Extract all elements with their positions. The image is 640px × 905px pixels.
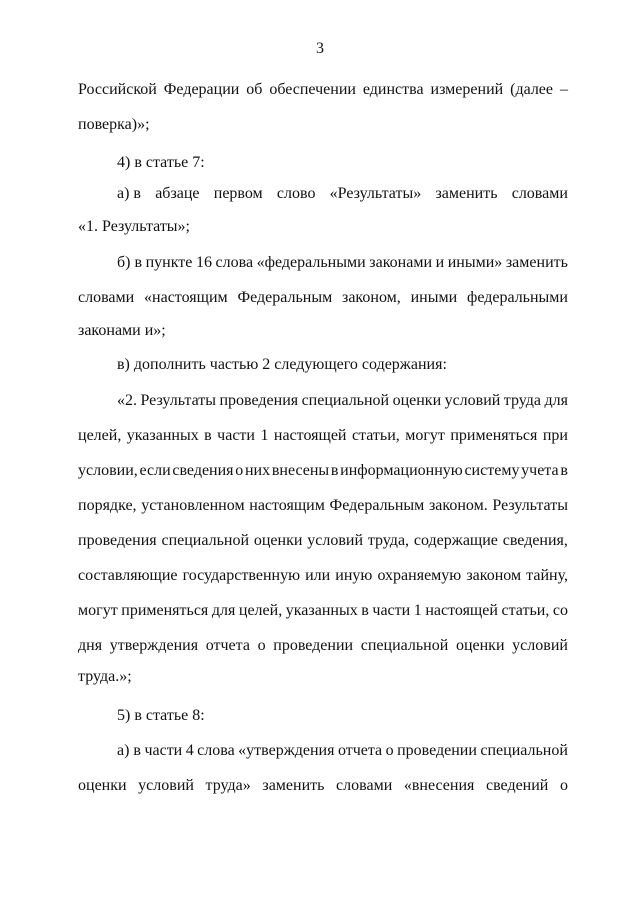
word: для [544, 392, 568, 409]
text-line: в) дополнить частью 2 следующего содержания: [117, 356, 447, 373]
word: проведении [397, 742, 477, 759]
word: оценки [253, 532, 303, 549]
text-line [117, 253, 568, 273]
word: сведения [172, 462, 234, 479]
word: отчета [337, 742, 383, 759]
word: оценки [78, 777, 127, 794]
word: условий [307, 532, 363, 549]
word: охраняемую [377, 567, 462, 584]
word: систему [464, 462, 520, 479]
word: части [372, 602, 411, 619]
word: словами [336, 777, 393, 794]
word: Федеральным [329, 497, 425, 514]
word: настоящим [249, 497, 325, 514]
word: специальной [480, 742, 568, 759]
word: федеральными [466, 289, 568, 306]
word: настоящей [273, 427, 347, 444]
text-line: труда.»; [78, 668, 132, 685]
text-line [78, 531, 568, 551]
word: оценки [455, 637, 505, 654]
word: об [246, 81, 263, 98]
word: Результаты [492, 497, 568, 514]
word: условий [138, 777, 194, 794]
word: слова [197, 742, 235, 759]
text-line [117, 184, 568, 204]
word: отчета [205, 637, 250, 654]
word: сведений [485, 777, 549, 794]
word: законами [369, 254, 432, 271]
word: для [211, 602, 236, 619]
word: законом [466, 567, 522, 584]
word: внесены [271, 462, 330, 479]
word: 1 [260, 427, 269, 444]
word: настоящей [425, 602, 498, 619]
word: 16 [195, 254, 212, 271]
word: специальной [161, 532, 250, 549]
text-line [78, 636, 568, 656]
word: труда, [367, 532, 410, 549]
word: применяться [121, 602, 209, 619]
word: указанных [285, 602, 358, 619]
word: труда» [205, 777, 251, 794]
text-line [78, 426, 568, 446]
word: условии, [78, 462, 138, 479]
word: учета [521, 462, 559, 479]
word: в [560, 462, 568, 479]
word: о [235, 462, 244, 479]
text-line: 5) в статье 8: [117, 707, 205, 724]
word: пункте [145, 254, 193, 271]
word: «Результаты» [329, 185, 422, 202]
word: о [559, 777, 568, 794]
word: иными» [447, 254, 503, 271]
text-line [78, 461, 568, 481]
word: условий [444, 392, 501, 409]
text-line: поверка)»; [78, 116, 150, 133]
word: государственную [182, 567, 301, 584]
word: если [139, 462, 171, 479]
word: абзаце [155, 185, 200, 202]
word: труда [503, 392, 542, 409]
word: заменить [505, 254, 568, 271]
text-line: законами и»; [78, 322, 166, 339]
word: о [385, 742, 394, 759]
word: условий [512, 637, 568, 654]
word: законом. [428, 497, 488, 514]
word: а) в [117, 742, 141, 759]
word: о [257, 637, 266, 654]
word: проведения [78, 532, 157, 549]
word: б) в [117, 254, 143, 271]
word: Российской [78, 81, 157, 98]
word: 1 [413, 602, 422, 619]
word: «настоящим [144, 289, 228, 306]
word: словами [78, 289, 135, 306]
word: Федерации [163, 81, 240, 98]
word: проведении [273, 637, 354, 654]
word: дня [78, 637, 103, 654]
word: единства [362, 81, 424, 98]
word: иную [335, 567, 373, 584]
word: тайну, [526, 567, 568, 584]
word: словами [511, 185, 568, 202]
word: слово [276, 185, 316, 202]
word: в [204, 427, 212, 444]
word: (далее [510, 81, 554, 98]
word: или [305, 567, 331, 584]
word: статьи, [351, 427, 400, 444]
text-line [117, 391, 568, 411]
word: указанных [126, 427, 199, 444]
word: целей, [78, 427, 122, 444]
word: утверждения [109, 637, 199, 654]
word: «федеральными [256, 254, 366, 271]
text-line [78, 566, 568, 586]
word: специальной [360, 637, 449, 654]
word: «внесения [403, 777, 475, 794]
word: порядке, [78, 497, 137, 514]
text-line: «1. Результаты»; [78, 218, 190, 235]
word: – [559, 81, 568, 98]
word: «утверждения [238, 742, 335, 759]
word: части [217, 427, 255, 444]
word: составляющие [78, 567, 178, 584]
word: Федеральным [237, 289, 333, 306]
text-line [78, 288, 568, 308]
word: специальной [301, 392, 390, 409]
page-number: 3 [316, 40, 324, 57]
word: заменить [262, 777, 325, 794]
word: заменить [435, 185, 498, 202]
word: проведения [219, 392, 299, 409]
text-line [78, 80, 568, 100]
word: а) в [117, 185, 141, 202]
word: «2. [117, 392, 137, 409]
word: статьи, [501, 602, 550, 619]
text-line [78, 776, 568, 796]
word: сведения, [502, 532, 568, 549]
word: первом [213, 185, 263, 202]
word: измерений [430, 81, 504, 98]
text-line: 4) в статье 7: [117, 154, 205, 171]
word: и [435, 254, 445, 271]
text-line [78, 601, 568, 621]
word: применяться [450, 427, 538, 444]
word: установленном [141, 497, 245, 514]
word: 4 [185, 742, 194, 759]
text-line [78, 496, 568, 516]
word: обеспечении [269, 81, 356, 98]
word: могут [78, 602, 118, 619]
word: информационную [340, 462, 463, 479]
word: при [542, 427, 568, 444]
word: могут [405, 427, 445, 444]
word: них [244, 462, 271, 479]
word: слова [215, 254, 254, 271]
word: оценки [392, 392, 442, 409]
text-line [117, 741, 568, 761]
word: части [144, 742, 183, 759]
word: в [361, 602, 369, 619]
word: со [552, 602, 568, 619]
word: иными [410, 289, 458, 306]
word: целей, [238, 602, 283, 619]
word: содержащие [413, 532, 498, 549]
word: Результаты [140, 392, 217, 409]
word: в [330, 462, 339, 479]
word: законом, [342, 289, 401, 306]
